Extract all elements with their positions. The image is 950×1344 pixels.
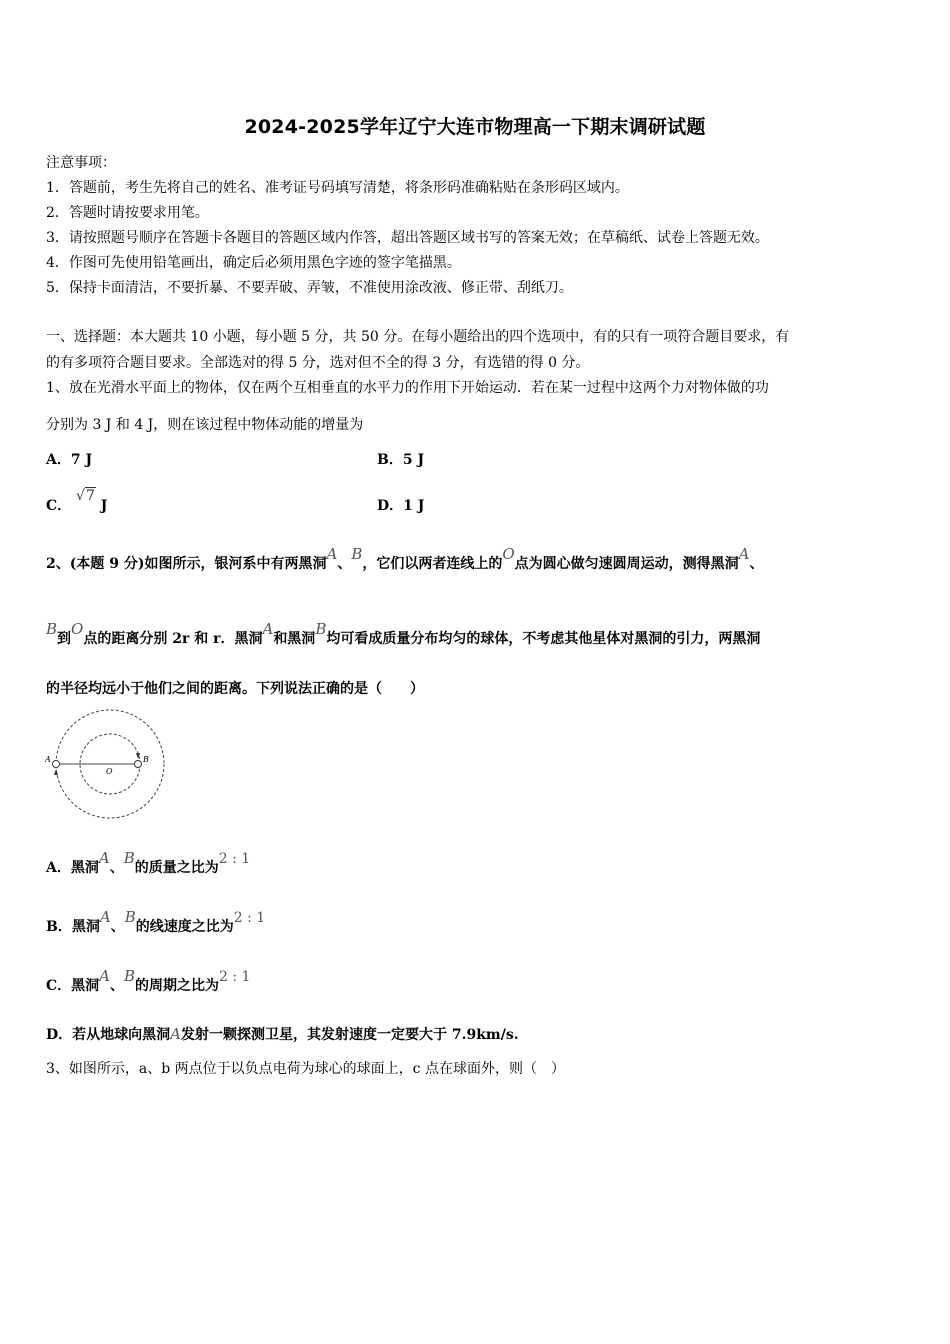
notice-item: 1．答题前，考生先将自己的姓名、准考证号码填写清楚，将条形码准确粘贴在条形码区域内。 xyxy=(46,180,629,196)
q2-text: ，它们以两者连线上的 xyxy=(362,556,503,572)
figure-label-a: A xyxy=(45,755,51,764)
symbol-b: B xyxy=(123,849,135,867)
q2-text: 均可看成质量分布均匀的球体，不考虑其他星体对黑洞的引力，两黑洞 xyxy=(326,631,761,647)
q2-text: 的线速度之比为 xyxy=(135,919,234,935)
q2-text: 点的距离分别 2r 和 r．黑洞 xyxy=(83,631,263,647)
question-2-stem xyxy=(46,620,761,648)
symbol-b: B xyxy=(46,620,58,638)
ratio-value: 2 : 1 xyxy=(219,969,251,985)
q2-text: B．黑洞 xyxy=(46,919,100,935)
q2-text: 和黑洞 xyxy=(273,631,316,647)
q2-text: C．黑洞 xyxy=(46,978,100,994)
notice-item: 3．请按照题号顺序在答题卡各题目的答题区域内作答，超出答题区域书写的答案无效；在草稿纸、试卷上答题无效。 xyxy=(46,230,769,246)
q2-option-a xyxy=(46,849,251,877)
q2-text: D．若从地球向黑洞 xyxy=(46,1027,171,1043)
symbol-a: A xyxy=(326,545,338,563)
q2-option-d xyxy=(46,1024,519,1044)
q2-option-b xyxy=(46,908,266,936)
q2-text: 、 xyxy=(337,556,352,572)
q2-text: 、 xyxy=(109,860,124,876)
q2-text: 、 xyxy=(110,919,125,935)
symbol-b: B xyxy=(351,545,363,563)
q2-text: 到 xyxy=(57,631,72,647)
symbol-a: A xyxy=(170,1025,181,1043)
q1-option-c xyxy=(46,488,108,515)
q1-option-b: B．5 J xyxy=(377,452,425,468)
q1-option-c-unit: J xyxy=(100,498,108,514)
question-1-stem: 1、放在光滑水平面上的物体，仅在两个互相垂直的水平力的作用下开始运动．若在某一过程中这两个力对物体做的功 xyxy=(46,380,769,396)
q2-text: 、 xyxy=(749,556,764,572)
sqrt-radicand: 7 xyxy=(85,488,95,504)
question-2-stem xyxy=(46,545,764,573)
binary-black-hole-figure xyxy=(40,703,170,825)
ratio-value: 2 : 1 xyxy=(233,910,266,926)
symbol-b: B xyxy=(124,967,136,985)
notice-item: 5．保持卡面清洁，不要折暴、不要弄破、弄皱，不准使用涂改液、修正带、刮纸刀。 xyxy=(46,280,573,296)
section-instructions: 的有多项符合题目要求。全部选对的得 5 分，选对但不全的得 3 分，有选错的得 0 分。 xyxy=(46,355,590,371)
symbol-o: O xyxy=(502,545,515,563)
symbol-b: B xyxy=(315,620,327,638)
notice-item: 4．作图可先使用铅笔画出，确定后必须用黑色字迹的签字笔描黑。 xyxy=(46,255,461,271)
q2-text: 发射一颗探测卫星，其发射速度一定要大于 7.9km/s. xyxy=(180,1027,519,1043)
symbol-a: A xyxy=(738,545,750,563)
symbol-a: A xyxy=(262,620,274,638)
section-instructions: 一、选择题：本大题共 10 小题，每小题 5 分，共 50 分。在每小题给出的四个选项中，有的只有一项符合题目要求，有 xyxy=(46,329,790,345)
q2-text: 、 xyxy=(110,978,124,994)
symbol-b: B xyxy=(124,908,136,926)
sqrt-symbol: √7 xyxy=(76,488,95,504)
q2-text: 点为圆心做匀速圆周运动，测得黑洞 xyxy=(514,556,739,572)
q2-text: 的质量之比为 xyxy=(134,860,219,876)
question-3-stem: 3、如图所示，a、b 两点位于以负点电荷为球心的球面上，c 点在球面外，则（ ） xyxy=(46,1061,565,1077)
q1-option-d: D．1 J xyxy=(377,498,425,514)
notice-heading: 注意事项： xyxy=(46,155,116,171)
velocity-arrow-a-icon xyxy=(54,769,58,775)
notice-item: 2．答题时请按要求用笔。 xyxy=(46,205,209,221)
figure-label-b: B xyxy=(143,755,149,764)
q2-option-c xyxy=(46,967,251,995)
black-hole-b xyxy=(135,761,142,768)
symbol-a: A xyxy=(98,849,110,867)
q1-option-c-label: C． xyxy=(46,498,72,514)
question-2-stem: 的半径均远小于他们之间的距离。下列说法正确的是（ ） xyxy=(46,681,424,697)
figure-label-o: O xyxy=(106,767,113,776)
q2-text: 的周期之比为 xyxy=(135,978,220,994)
symbol-a: A xyxy=(99,967,110,985)
q2-text: 2、(本题 9 分)如图所示，银河系中有两黑洞 xyxy=(46,556,327,572)
q1-option-a: A．7 J xyxy=(46,452,93,468)
black-hole-a xyxy=(53,761,60,768)
q2-text: A．黑洞 xyxy=(46,860,99,876)
symbol-a: A xyxy=(99,908,111,926)
page-title: 2024-2025学年辽宁大连市物理高一下期末调研试题 xyxy=(244,116,706,138)
question-1-stem: 分别为 3 J 和 4 J，则在该过程中物体动能的增量为 xyxy=(46,417,364,433)
ratio-value: 2 : 1 xyxy=(218,851,251,867)
symbol-o: O xyxy=(71,620,84,638)
